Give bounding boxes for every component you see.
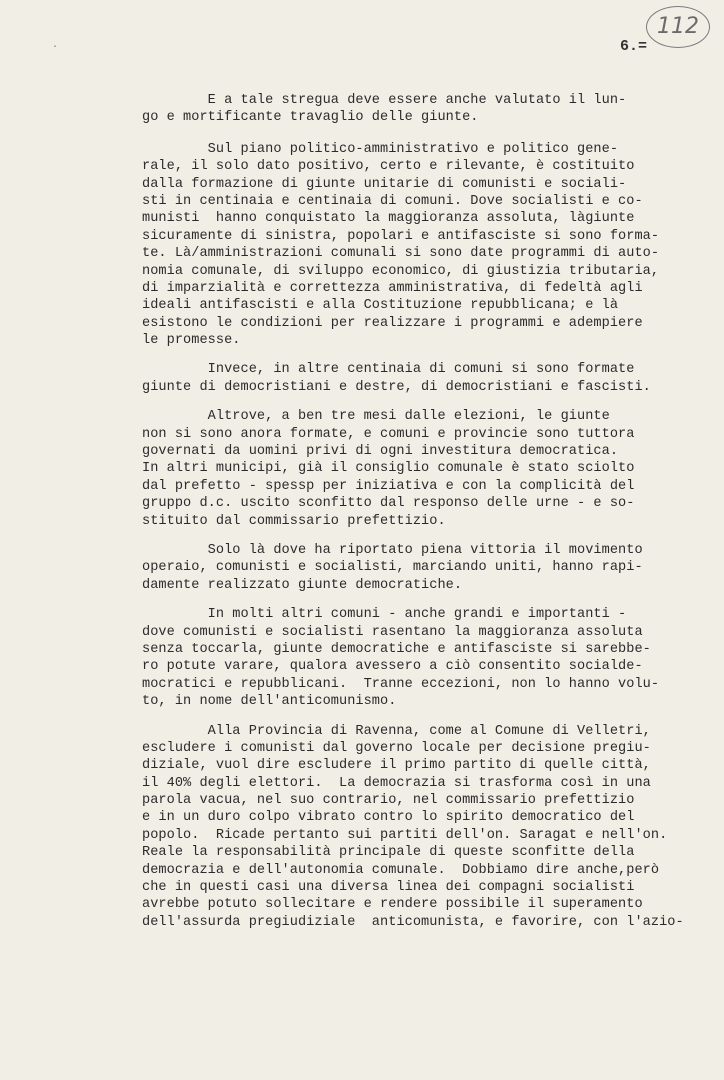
text-line: democrazia e dell'autonomia comunale. Dobbiamo dire anche,però — [142, 862, 660, 878]
text-line: esistono le condizioni per realizzare i programmi e adempiere — [142, 315, 643, 331]
text-line: te. Là/amministrazioni comunali si sono date programmi di auto- — [142, 246, 660, 262]
text-line: Invece, in altre centinaia di comuni si sono formate — [142, 362, 635, 378]
paragraph — [142, 92, 712, 127]
document-body — [142, 92, 712, 943]
text-line: Alla Provincia di Ravenna, come al Comune di Velletri, — [142, 723, 651, 739]
text-line: giunte di democristiani e destre, di democristiani e fascisti. — [142, 379, 651, 395]
text-line: go e mortificante travaglio delle giunte. — [142, 110, 479, 126]
text-line: dove comunisti e socialisti rasentano la maggioranza assoluta — [142, 624, 643, 640]
text-line: mocratici e repubblicani. Tranne eccezioni, non lo hanno volu- — [142, 676, 660, 692]
text-line: dalla formazione di giunte unitarie di comunisti e sociali- — [142, 176, 627, 192]
text-line: di imparzialità e correttezza amministrativa, di fedeltà agli — [142, 280, 643, 296]
page-number: 6.= — [620, 38, 648, 55]
text-line: rale, il solo dato positivo, certo e rilevante, è costituito — [142, 159, 635, 175]
text-line: In altri municipi, già il consiglio comunale è stato sciolto — [142, 461, 635, 477]
text-line: escludere i comunisti dal governo locale per decisione pregiu- — [142, 740, 651, 756]
text-line: e in un duro colpo vibrato contro lo spirito democratico del — [142, 810, 635, 826]
text-line: nomia comunale, di sviluppo economico, di giustizia tributaria, — [142, 263, 660, 279]
text-line: senza toccarla, giunte democratiche e antifasciste si sarebbe- — [142, 641, 651, 657]
text-line: Solo là dove ha riportato piena vittoria il movimento — [142, 542, 643, 558]
paragraph — [142, 606, 712, 710]
text-line: Reale la responsabilità principale di queste sconfitte della — [142, 845, 635, 861]
text-line: non si sono anora formate, e comuni e provincie sono tuttora — [142, 426, 635, 442]
text-line: sicuramente di sinistra, popolari e antifasciste si sono forma- — [142, 228, 660, 244]
text-line: damente realizzato giunte democratiche. — [142, 577, 463, 593]
text-line: munisti hanno conquistato la maggioranza assoluta, làgiunte — [142, 211, 635, 227]
text-line: avrebbe potuto sollecitare e rendere possibile il superamento — [142, 897, 643, 913]
text-line: governati da uomini privi di ogni investitura democratica. — [142, 444, 619, 460]
text-line: Sul piano politico-amministrativo e politico gene- — [142, 141, 619, 157]
text-line: operaio, comunisti e socialisti, marciando uniti, hanno rapi- — [142, 560, 643, 576]
text-line: popolo. Ricade pertanto sui partiti dell'on. Saragat e nell'on. — [142, 827, 668, 843]
text-line: ro potute varare, qualora avessero a ciò consentito socialde- — [142, 659, 643, 675]
paragraph — [142, 408, 712, 530]
text-line: sti in centinaia e centinaia di comuni. Dove socialisti e co- — [142, 193, 643, 209]
text-line: il 40% degli elettori. La democrazia si trasforma così in una — [142, 775, 651, 791]
text-line: E a tale stregua deve essere anche valutato il lun- — [142, 93, 627, 108]
page-stamp: 112 — [646, 6, 710, 48]
text-line: le promesse. — [142, 333, 241, 349]
text-line: che in questi casi una diversa linea dei compagni socialisti — [142, 880, 635, 896]
text-line: parola vacua, nel suo contrario, nel commissario prefettizio — [142, 793, 635, 809]
paragraph — [142, 542, 712, 594]
text-line: to, in nome dell'anticomunismo. — [142, 694, 397, 710]
paragraph — [142, 723, 712, 932]
text-line: dell'assurda pregiudiziale anticomunista, e favorire, con l'azio- — [142, 914, 684, 930]
text-line: diziale, vuol dire escludere il primo partito di quelle città, — [142, 758, 651, 774]
text-line: gruppo d.c. uscito sconfitto dal responso delle urne - e so- — [142, 496, 635, 512]
paragraph — [142, 141, 712, 350]
text-line: stituito dal commissario prefettizio. — [142, 513, 446, 529]
text-line: dal prefetto - spessp per iniziativa e con la complicità del — [142, 478, 635, 494]
text-line: In molti altri comuni - anche grandi e importanti - — [142, 607, 627, 623]
margin-mark: . — [52, 40, 59, 51]
text-line: ideali antifascisti e alla Costituzione repubblicana; e là — [142, 298, 619, 314]
text-line: Altrove, a ben tre mesi dalle elezioni, le giunte — [142, 409, 610, 425]
paragraph — [142, 361, 712, 396]
